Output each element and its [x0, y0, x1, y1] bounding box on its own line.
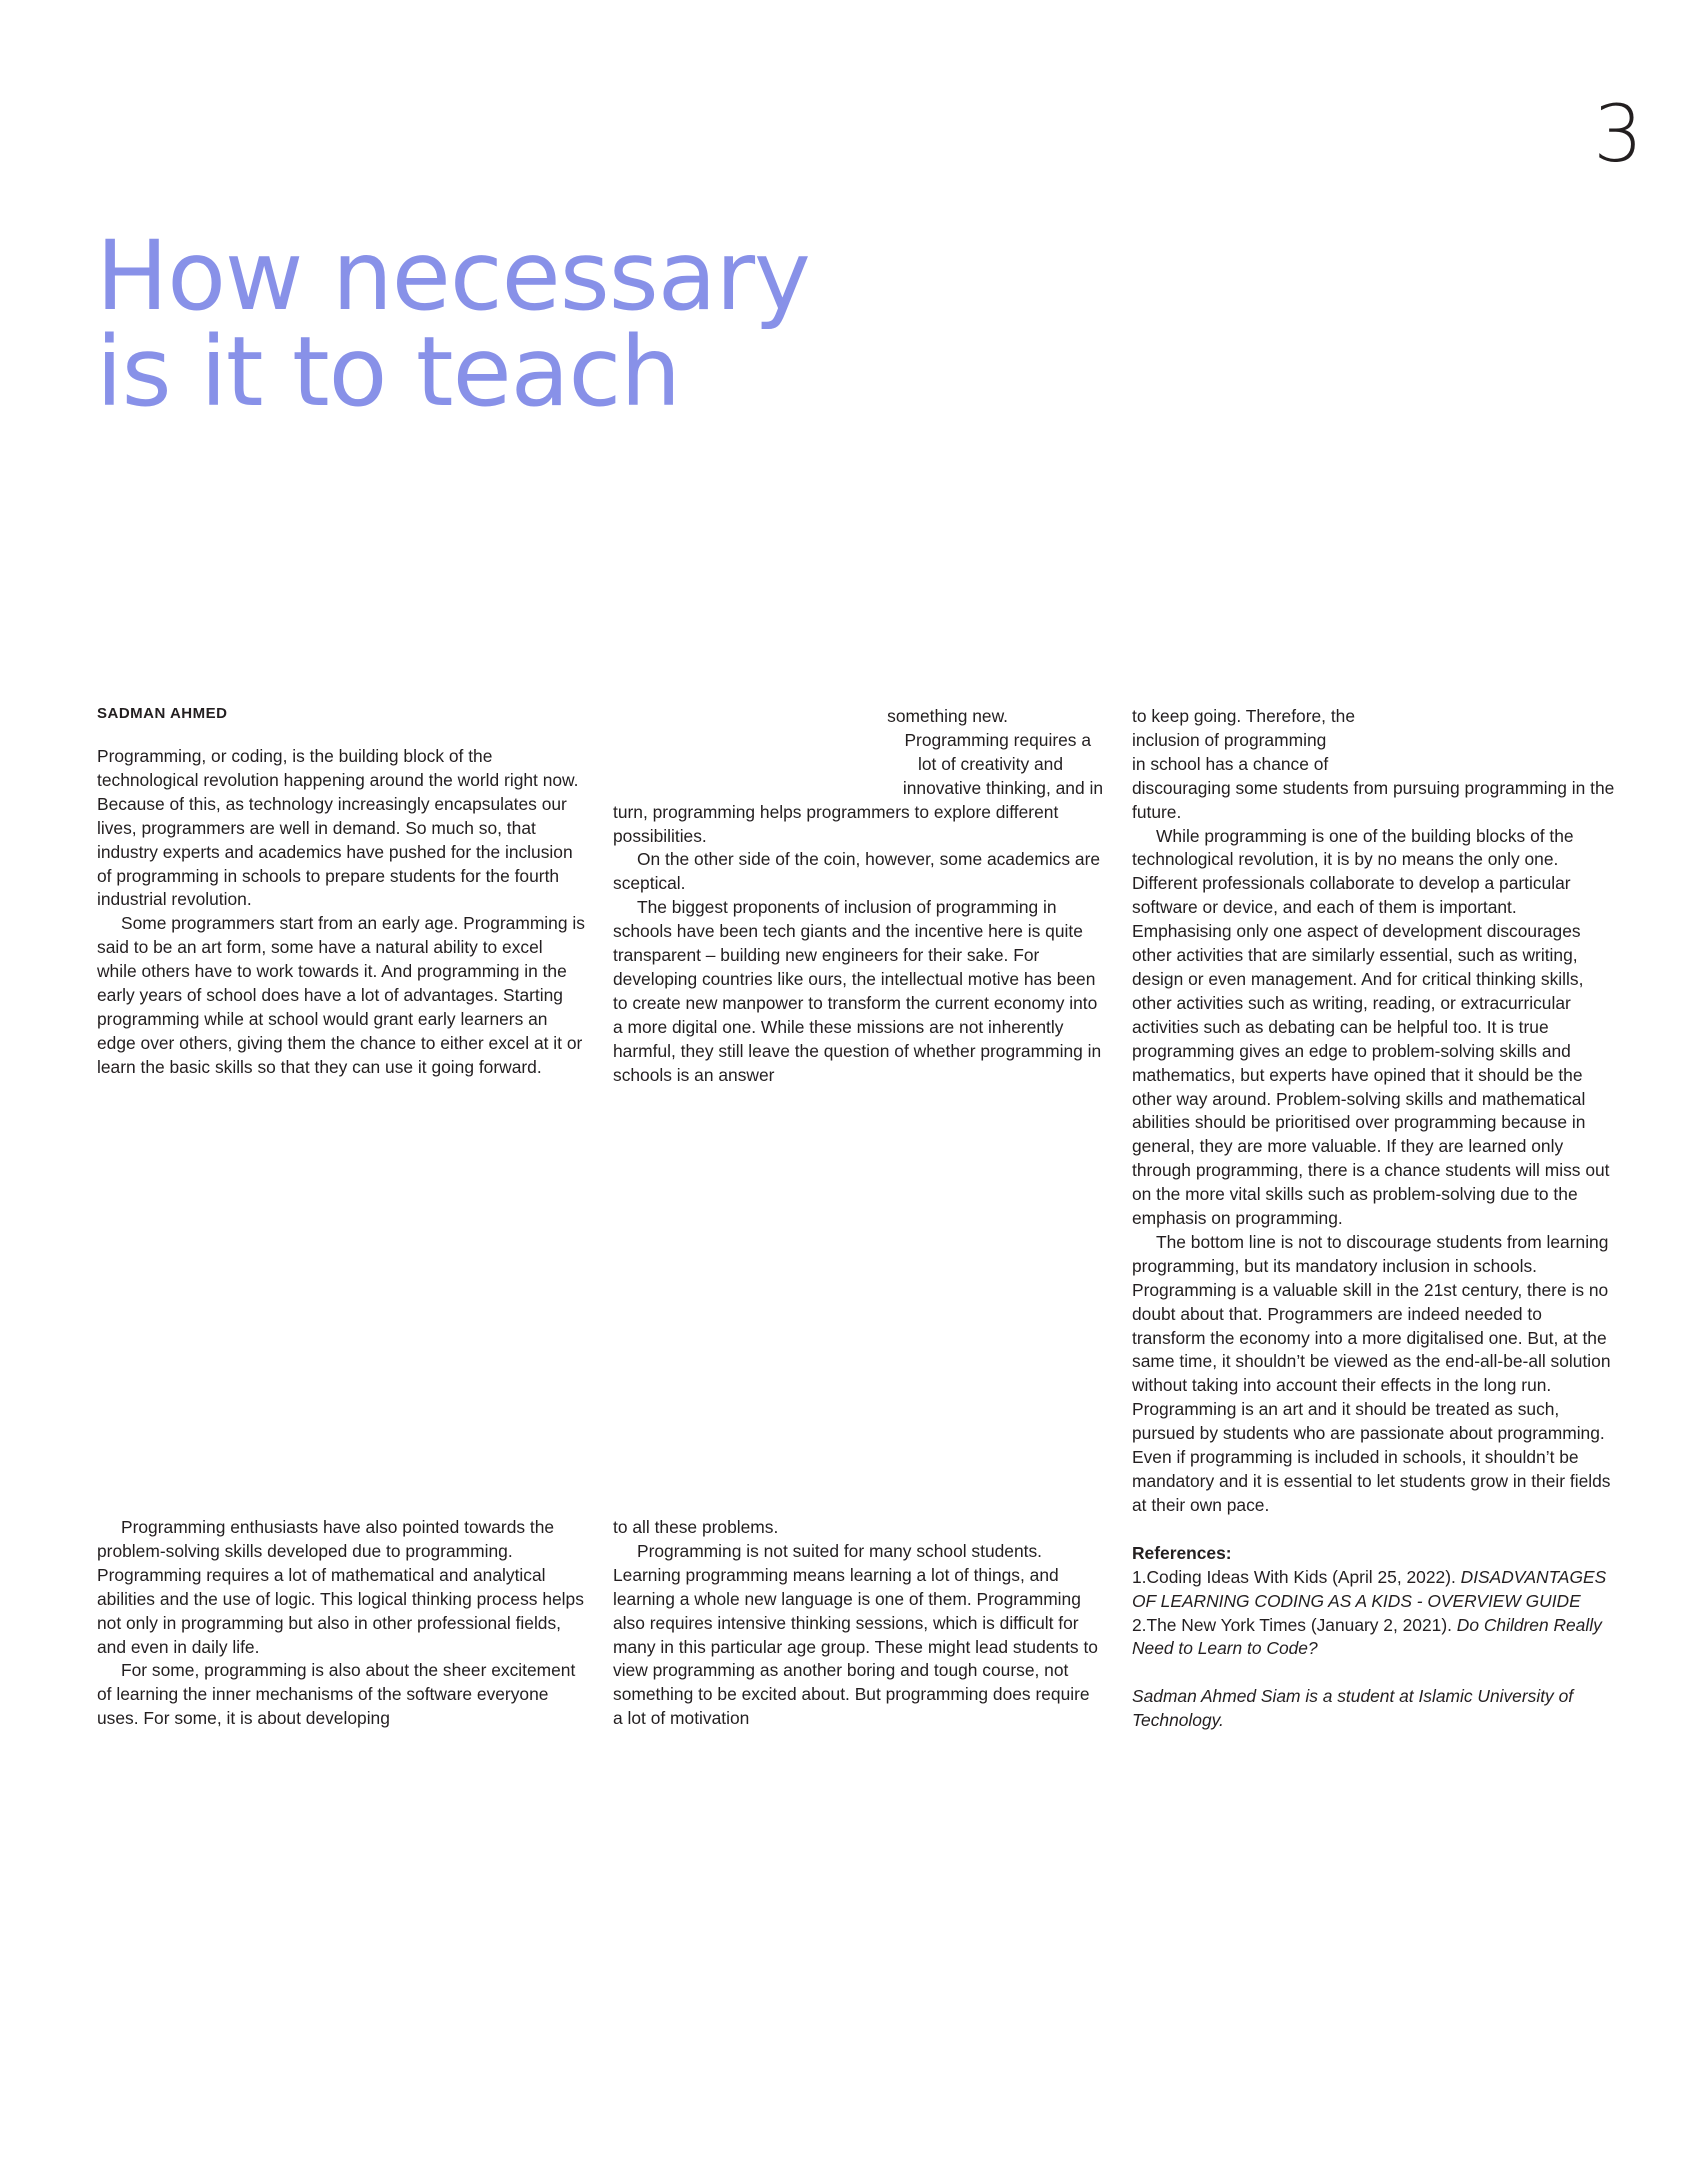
wrap-line: lot of creativity and	[918, 753, 1063, 774]
reference-item	[1132, 1614, 1618, 1662]
paragraph: Programming, or coding, is the building block of the technological revolution happening around the world right now. Because of this, as technology increasingly encapsulates our lives, programmers are well in demand. So much so, that industry experts and academics have pushed for the inclusion of programming in schools to prepare students for the fourth industrial revolution.	[97, 746, 579, 910]
paragraph: On the other side of the coin, however, some academics are sceptical.	[613, 849, 1101, 894]
reference-title: DISADVANTAGES OF LEARNING CODING AS A KIDS - OVERVIEW GUIDE	[1132, 1566, 1607, 1611]
page-number: 3	[1593, 90, 1643, 180]
column-2-bottom	[613, 1516, 1103, 1731]
wrap-line: inclusion of programming	[1132, 729, 1327, 750]
paragraph: Programming is not suited for many school students. Learning programming means learning a lot of things, and learning a whole new language is one of them. Programming also requires intensive thinking sessions, which is difficult for many in this particular age group. These might lead students to view programming as another boring and tough course, not something to be excited about. But programming does require a lot of motivation	[613, 1540, 1098, 1729]
paragraph: The bottom line is not to discourage students from learning programming, but its mandatory inclusion in schools. Programming is a valuable skill in the 21st century, there is no doubt about that. Programmers are indeed needed to transform the economy into a more digitalised one. But, at the same time, it shouldn’t be viewed as the end-all-be-all solution without taking into account their effects in the long run. Programming is an art and it should be treated as such, pursued by students who are passionate about programming. Even if programming is included in schools, it shouldn’t be mandatory and it is essential to let students grow in their fields at their own pace.	[1132, 1231, 1611, 1515]
wrap-line: something new.	[887, 706, 1008, 726]
byline: SADMAN AHMED	[97, 705, 228, 722]
paragraph: to all these problems.	[613, 1517, 779, 1537]
wrap-line: to keep going. Therefore, the	[1132, 706, 1356, 726]
headline-line-1: How necessary	[96, 220, 810, 332]
headline-line-2: is it to teach	[96, 316, 681, 428]
reference-item	[1132, 1566, 1618, 1614]
paragraph: While programming is one of the building blocks of the technological revolution, it is by no means the only one. Different professionals collaborate to develop a particular software or device, and each of them is important. Emphasising only one aspect of development discourages other activities that are similarly essential, such as writing, design or even management. And for critical thinking skills, other activities such as writing, reading, or extracurricular activities such as debating can be helpful too. It is true programming gives an edge to problem-solving skills and mathematics, but experts have opined that it should be the other way around. Problem-solving skills and mathematical abilities should be prioritised over programming because in general, they are more valuable. If they are learned only through programming, there is a chance students will miss out on the more vital skills such as problem-solving due to the emphasis on programming.	[1132, 825, 1610, 1229]
column-1-top	[97, 745, 587, 1080]
paragraph: For some, programming is also about the sheer excitement of learning the inner mechanisms of the software everyone uses. For some, it is about developing	[97, 1660, 576, 1729]
text-wrap-lines	[1132, 705, 1618, 777]
paragraph: discouraging some students from pursuing programming in the future.	[1132, 777, 1615, 822]
paragraph: Programming enthusiasts have also pointed towards the problem-solving skills developed due to programming. Programming requires a lot of mathematical and analytical abilities and the use of logic. This logical thinking process helps not only in programming but also in other professional fields, and even in daily life.	[97, 1517, 584, 1657]
reference-source: 2.The New York Times (January 2, 2021).	[1132, 1614, 1457, 1635]
wrap-line: Programming requires a	[904, 729, 1091, 750]
column-2-top	[613, 705, 1103, 1088]
column-1-bottom	[97, 1516, 587, 1731]
reference-source: 1.Coding Ideas With Kids (April 25, 2022).	[1132, 1566, 1461, 1587]
text-wrap-lines	[613, 705, 1103, 801]
reference-title: Do Children Really Need to Learn to Code?	[1132, 1614, 1602, 1659]
paragraph: Some programmers start from an early age. Programming is said to be an art form, some have a natural ability to excel while others have to work towards it. And programming in the early years of school does have a lot of advantages. Starting programming while at school would grant early learners an edge over others, giving them the chance to either excel at it or learn the basic skills so that they can use it going forward.	[97, 913, 585, 1077]
wrap-line: innovative thinking, and in	[902, 777, 1103, 798]
author-bio: Sadman Ahmed Siam is a student at Islamic University of Technology.	[1132, 1686, 1574, 1731]
paragraph: The biggest proponents of inclusion of programming in schools have been tech giants and the incentive here is quite transparent – building new engineers for their sake. For developing countries like ours, the intellectual motive has been to create new manpower to transform the current economy into a more digital one. While these missions are not inherently harmful, they still leave the question of whether programming in schools is an answer	[613, 897, 1102, 1085]
paragraph: turn, programming helps programmers to explore different possibilities.	[613, 801, 1059, 846]
references-title: References:	[1132, 1542, 1232, 1563]
wrap-line: in school has a chance of	[1132, 753, 1329, 774]
headline	[96, 220, 996, 428]
column-3	[1132, 705, 1618, 1733]
